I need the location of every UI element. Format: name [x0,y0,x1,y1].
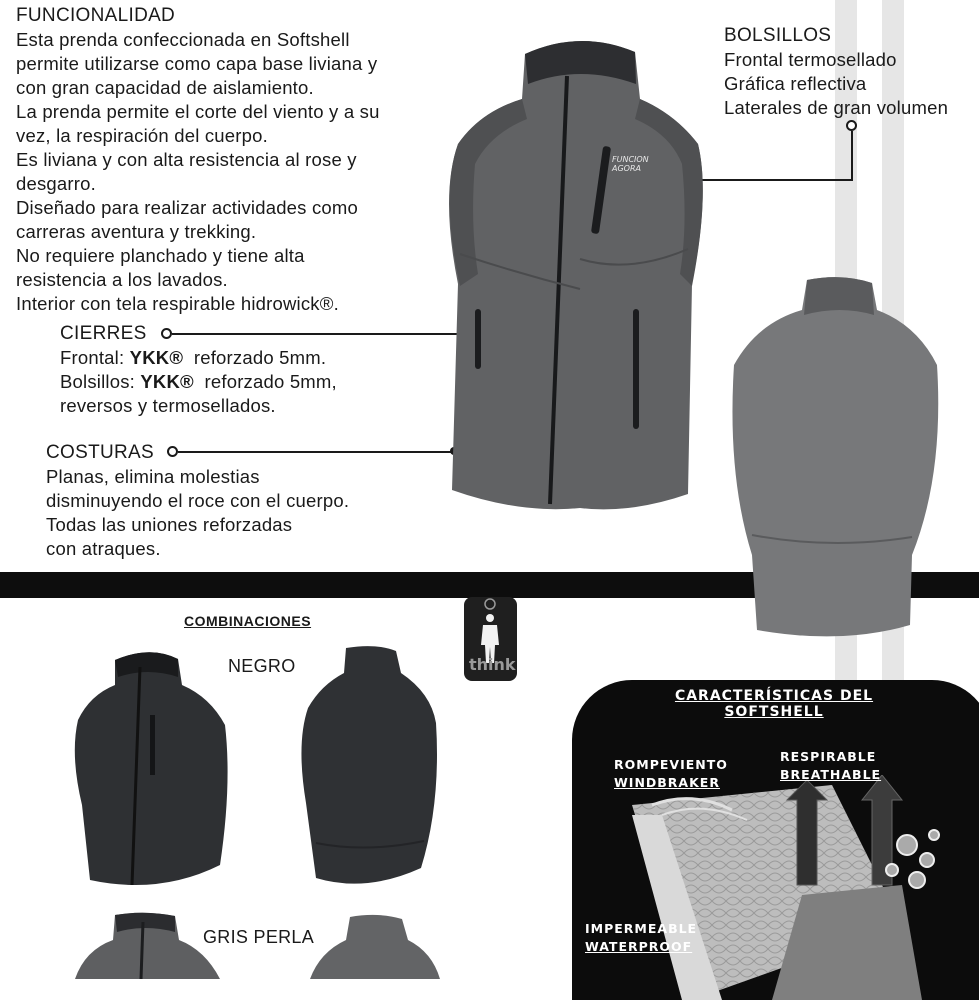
waterproof-text: WATERPROOF [585,939,693,954]
funcionalidad-line: con gran capacidad de aislamiento. [16,77,314,98]
funcionalidad-line: permite utilizarse como capa base liviana y [16,53,378,74]
bolsillos-line: Gráfica reflectiva [724,73,867,94]
funcionalidad-line: No requiere planchado y tiene alta [16,245,305,266]
cierres-frontal-detail: reforzado 5mm. [183,347,327,368]
cierres-line: reversos y termosellados. [60,395,276,416]
respirable-label [780,748,881,784]
cierres-section [60,322,337,418]
think-label: think [469,655,516,674]
vest-front-illustration [430,24,730,514]
costuras-leader-line [178,451,452,453]
costuras-line: Planas, elimina molestias [46,466,260,487]
bolsillos-leader-vertical [851,131,853,181]
funcionalidad-line: Es liviana y con alta resistencia al rose y [16,149,357,170]
vest-logo [612,155,649,173]
funcionalidad-line: Interior con tela respirable hidrowick®. [16,293,339,314]
funcionalidad-section [16,4,380,316]
cierres-leader-dot [161,328,172,339]
bolsillos-line: Laterales de gran volumen [724,97,949,118]
respirable-text: RESPIRABLE [780,749,877,764]
vest-black-back [296,643,446,893]
softshell-title-line: SOFTSHELL [724,704,824,720]
funcionalidad-line: La prenda permite el corte del viento y a su [16,101,380,122]
cierres-frontal-label: Frontal: [60,347,130,368]
vest-logo-line: AGORA [612,164,641,173]
vest-grey-front [55,910,235,979]
costuras-leader-dot [167,446,178,457]
windbraker-text: WINDBRAKER [614,775,720,790]
softshell-title [624,688,924,720]
funcionalidad-line: carreras aventura y trekking. [16,221,257,242]
bolsillos-heading: BOLSILLOS [724,25,832,46]
funcionalidad-line: Esta prenda confeccionada en Softshell [16,29,350,50]
bolsillos-section [724,24,948,120]
cierres-frontal [60,346,337,370]
ykk-brand: YKK® [140,371,194,392]
breathable-text: BREATHABLE [780,767,882,782]
cierres-bolsillos-detail: reforzado 5mm, [193,371,337,392]
cierres-heading: CIERRES [60,323,147,344]
vest-logo-line: FUNCION [612,155,649,164]
funcionalidad-line: desgarro. [16,173,96,194]
rompeviento-label [614,756,728,792]
softshell-title-line: CARACTERÍSTICAS DEL [674,688,874,704]
costuras-line: disminuyendo el roce con el cuerpo. [46,490,350,511]
rompeviento-text: ROMPEVIENTO [614,757,728,772]
vest-grey-back [300,912,450,979]
funcionalidad-line: resistencia a los lavados. [16,269,228,290]
costuras-line: con atraques. [46,538,161,559]
costuras-line: Todas las uniones reforzadas [46,514,293,535]
softshell-panel [572,680,979,1000]
bolsillos-leader-dot [846,120,857,131]
color-label-negro: NEGRO [228,656,296,676]
bolsillos-line: Frontal termosellado [724,49,897,70]
funcionalidad-line: vez, la respiración del cuerpo. [16,125,268,146]
combinaciones-title: COMBINACIONES [184,613,312,629]
softshell-layers-illustration [572,775,979,1000]
impermeable-text: IMPERMEABLE [585,921,698,936]
costuras-section [46,441,349,561]
funcionalidad-line: Diseñado para realizar actividades como [16,197,359,218]
vest-back-illustration [722,275,952,645]
ykk-brand: YKK® [129,347,184,368]
vest-black-front [60,645,240,895]
cierres-bolsillos-label: Bolsillos: [60,371,141,392]
think-badge [464,597,517,681]
cierres-bolsillos [60,370,337,394]
color-label-gris-perla: GRIS PERLA [203,927,315,947]
impermeable-label [585,920,697,956]
funcionalidad-heading: FUNCIONALIDAD [16,5,176,26]
costuras-heading: COSTURAS [46,442,154,463]
